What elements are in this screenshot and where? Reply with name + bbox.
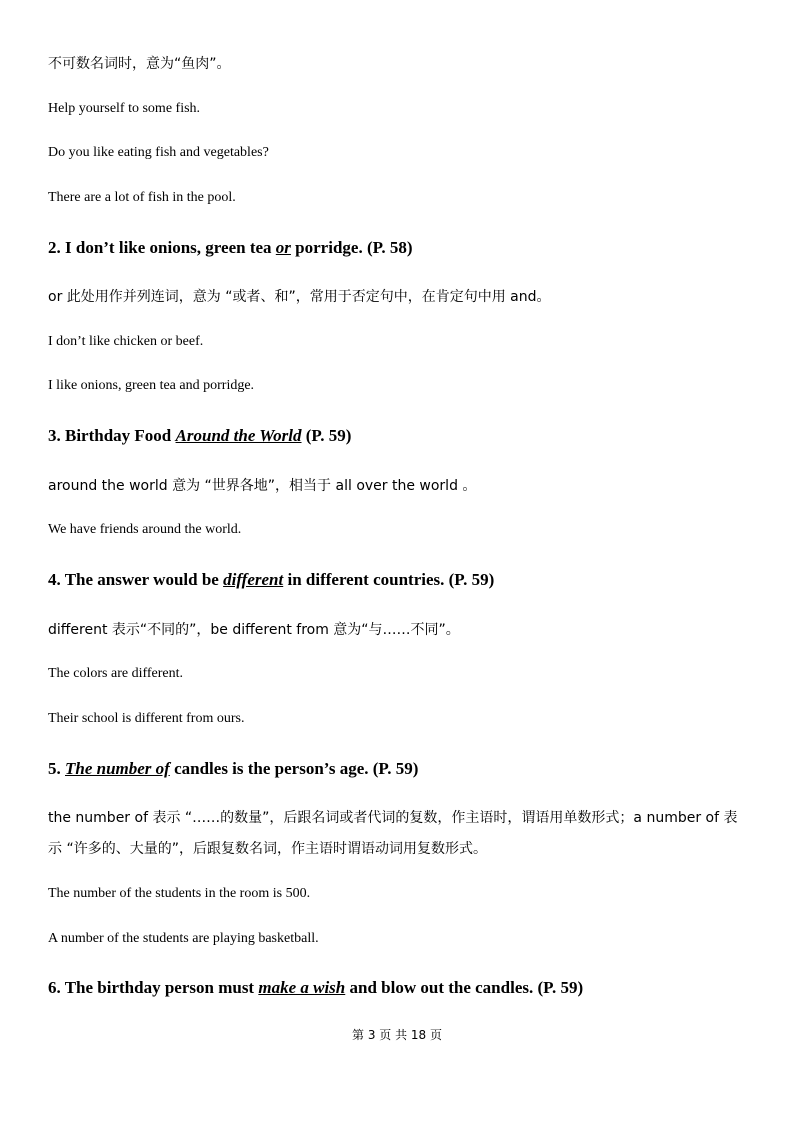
- fish-example-2: Do you like eating fish and vegetables?: [48, 145, 269, 160]
- item-4-example-1: The colors are different.: [48, 666, 184, 681]
- fish-note: 不可数名词时，意为“鱼肉”。: [48, 56, 231, 72]
- item-2-example-2: I like onions, green tea and porridge.: [48, 378, 255, 393]
- page-footer: 第 3 页 共 18 页: [352, 1028, 442, 1042]
- item-5-note: the number of 表示 “……的数量”，后跟名词或者代词的复数，作主语时，谓语用单数形式；a number of 表示 “许多的、大量的”，后跟复数名词，作主语时谓语动词用复数形式。: [48, 810, 738, 857]
- heading-number: 6.: [48, 978, 65, 997]
- heading-item-5: [48, 758, 418, 780]
- item-2-example-1: I don’t like chicken or beef.: [48, 334, 204, 349]
- heading-text-after: and blow out the candles. (P. 59): [345, 978, 584, 997]
- heading-text: The birthday person must: [64, 978, 259, 997]
- heading-text-after: porridge. (P. 58): [290, 238, 413, 257]
- fish-example-1: Help yourself to some fish.: [48, 101, 201, 116]
- heading-item-3: [48, 425, 351, 447]
- heading-text: Birthday Food: [65, 426, 176, 445]
- item-3-example-1: We have friends around the world.: [48, 522, 242, 537]
- heading-text-after: candles is the person’s age. (P. 59): [169, 759, 419, 778]
- heading-item-2: [48, 237, 413, 259]
- heading-number: 2.: [48, 238, 65, 257]
- heading-emphasis: or: [275, 238, 291, 257]
- fish-example-3: There are a lot of fish in the pool.: [48, 190, 236, 205]
- heading-text-after: (P. 59): [301, 426, 352, 445]
- item-4-example-2: Their school is different from ours.: [48, 711, 245, 726]
- heading-text: I don’t like onions, green tea: [65, 238, 276, 257]
- heading-text: The answer would be: [64, 570, 224, 589]
- item-3-note: around the world 意为 “世界各地”，相当于 all over the world 。: [48, 478, 477, 494]
- item-5-example-2: A number of the students are playing basketball.: [48, 931, 319, 946]
- heading-item-6: [48, 977, 583, 999]
- heading-text-after: in different countries. (P. 59): [283, 570, 495, 589]
- heading-emphasis: make a wish: [258, 978, 346, 997]
- heading-emphasis: different: [223, 570, 284, 589]
- heading-emphasis: The number of: [65, 759, 170, 778]
- item-5-example-1: The number of the students in the room is 500.: [48, 886, 311, 901]
- heading-number: 4.: [48, 570, 65, 589]
- heading-number: 5.: [48, 759, 65, 778]
- item-4-note: different 表示“不同的”，be different from 意为“与……不同”。: [48, 622, 460, 638]
- item-2-note: or 此处用作并列连词，意为 “或者、和”，常用于否定句中，在肯定句中用 and。: [48, 289, 551, 305]
- heading-emphasis: Around the World: [175, 426, 302, 445]
- heading-item-4: [48, 569, 494, 591]
- heading-number: 3.: [48, 426, 65, 445]
